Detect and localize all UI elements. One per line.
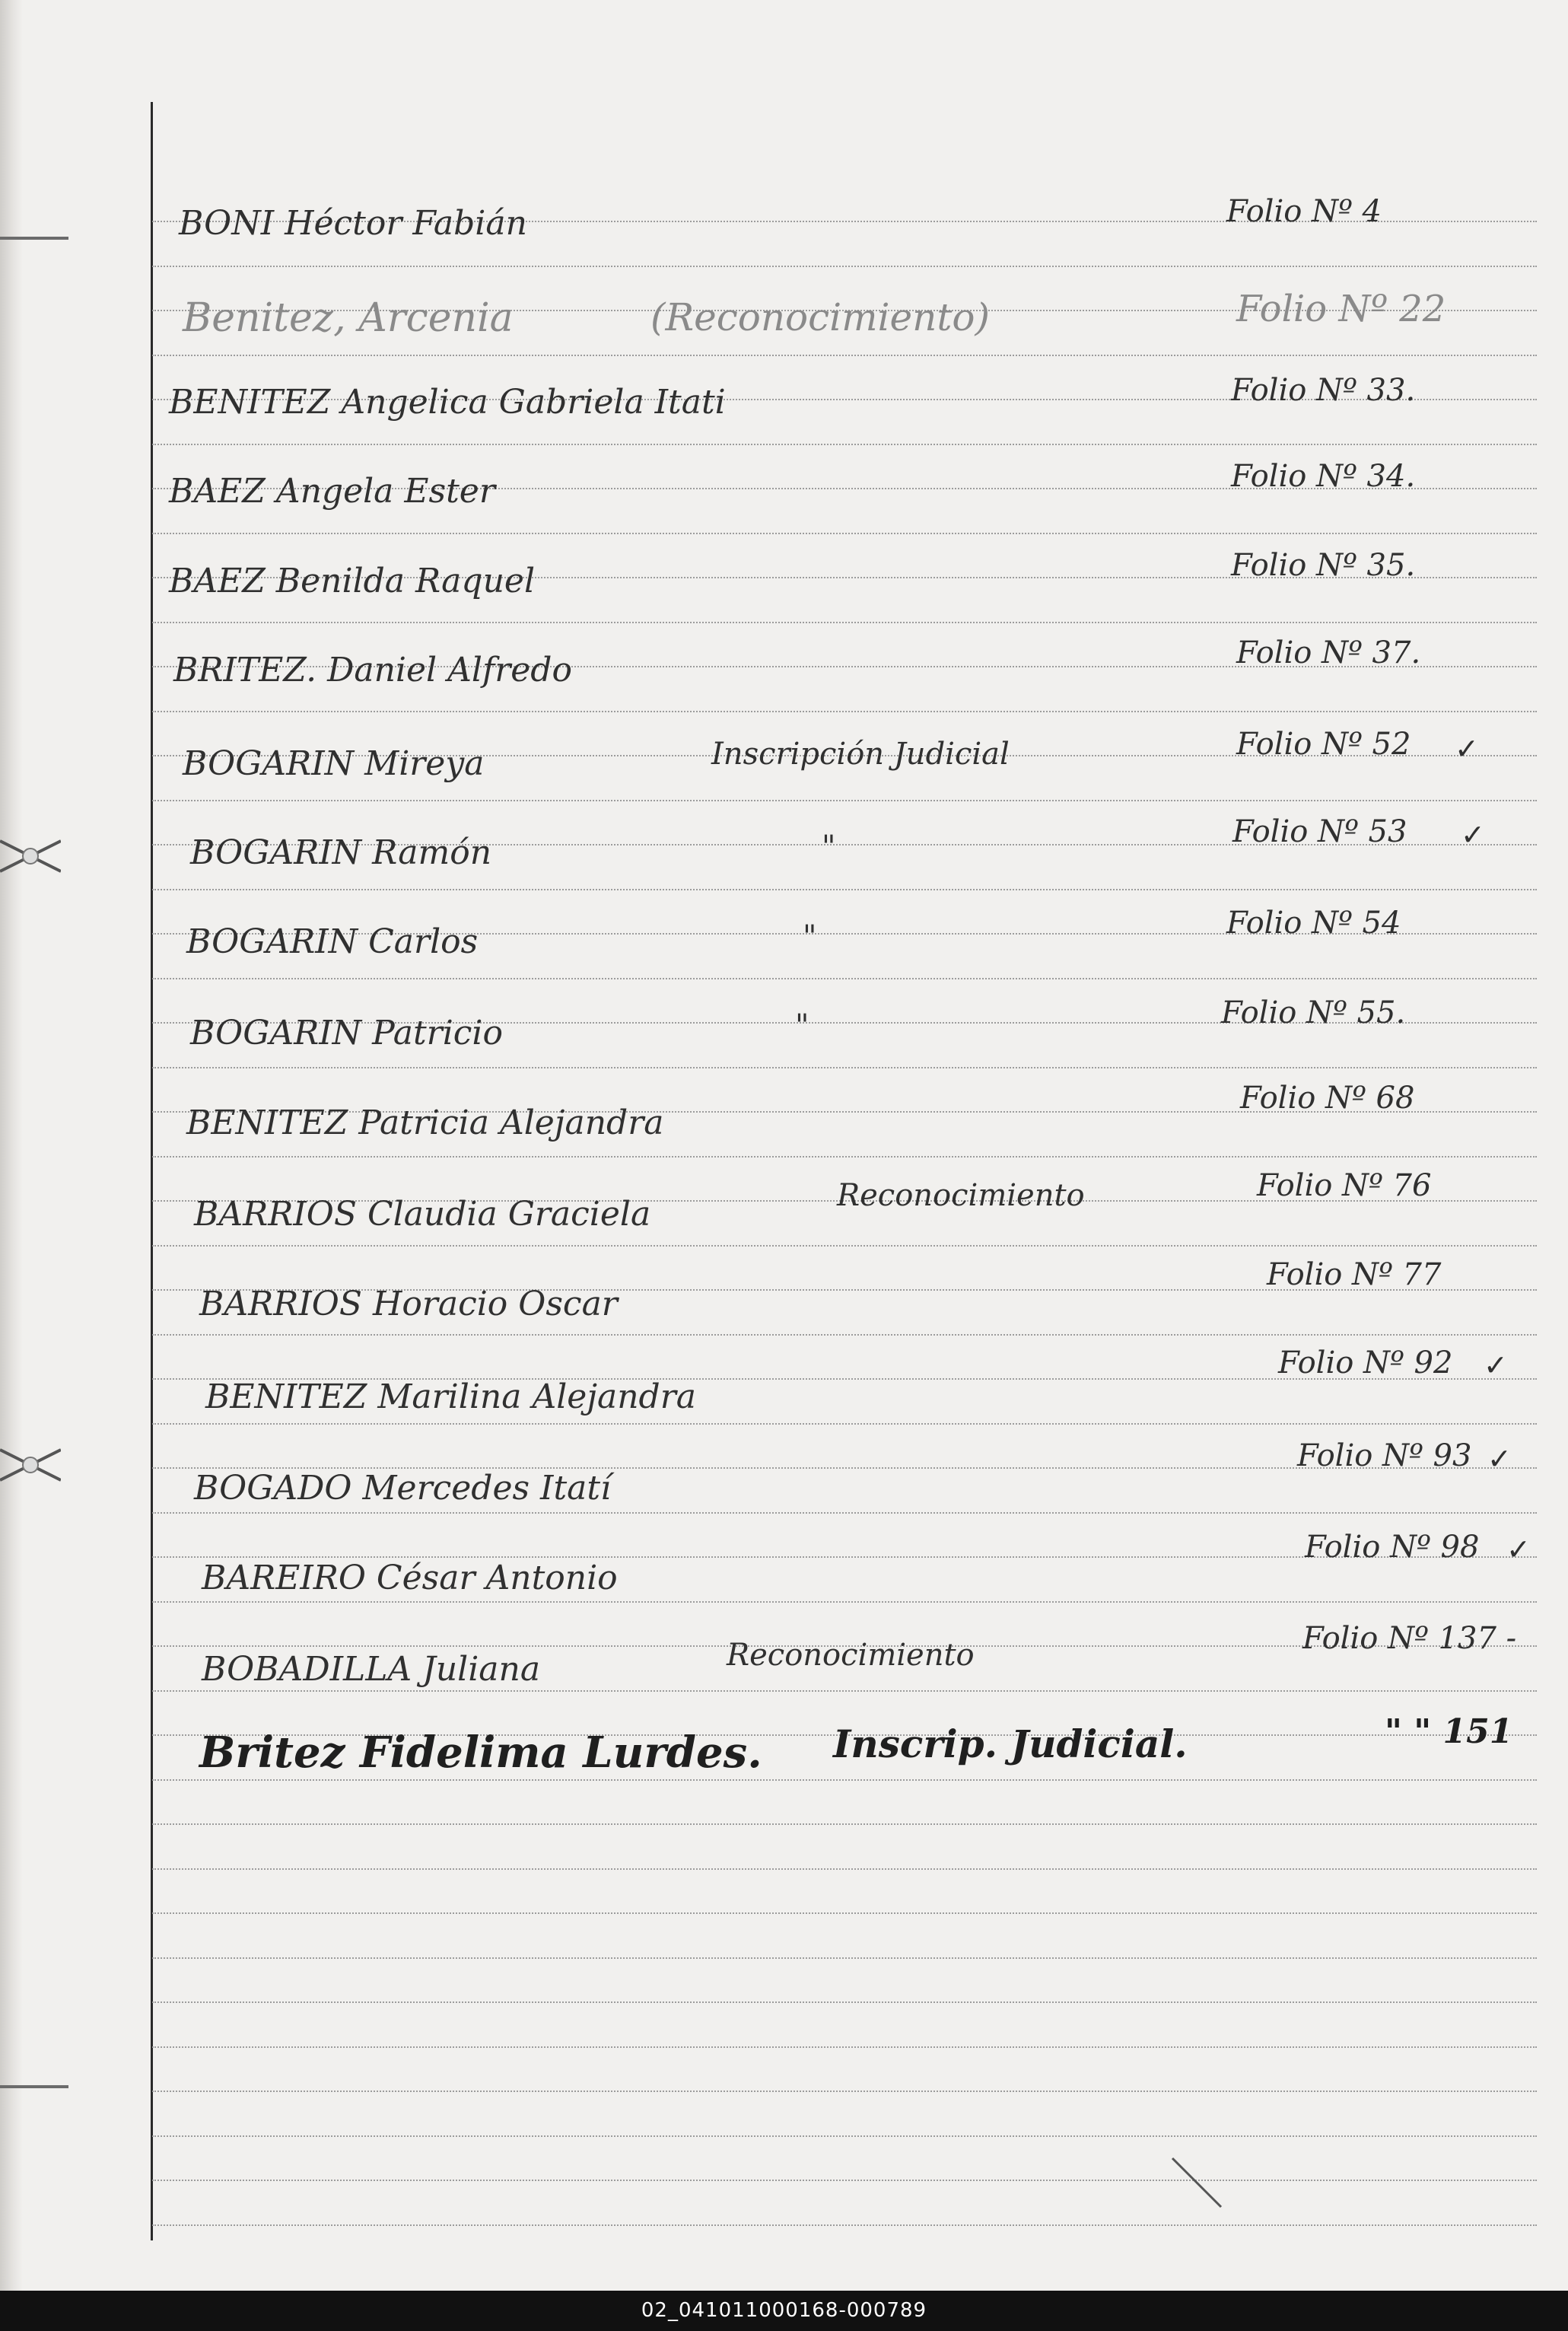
entry-note: " (822, 830, 836, 865)
ruled-line (152, 889, 1537, 890)
ruled-line (152, 1823, 1537, 1825)
entry-folio: Folio Nº 98 (1305, 1530, 1480, 1565)
entry-name: BAEZ Angela Ester (169, 472, 495, 511)
entry-folio: " " 151 (1385, 1712, 1513, 1751)
entry-folio: Folio Nº 35. (1231, 548, 1416, 583)
ruled-line (152, 533, 1537, 534)
entry-note: Inscripción Judicial (711, 737, 1010, 772)
ruled-line (152, 978, 1537, 979)
check-mark: ✓ (1461, 818, 1485, 852)
ruled-line (152, 1779, 1537, 1781)
ruled-line (152, 355, 1537, 356)
ruled-line (152, 2091, 1537, 2092)
entry-folio: Folio Nº 4 (1226, 194, 1382, 229)
ruled-line (152, 1512, 1537, 1514)
entry-name: BOGARIN Patricio (190, 1014, 503, 1052)
ruled-line (152, 266, 1537, 267)
binding-stitch (0, 826, 61, 887)
binding-stitch (0, 237, 68, 240)
ruled-line (152, 1156, 1537, 1158)
ruled-line (152, 2135, 1537, 2137)
entry-name: BENITEZ Angelica Gabriela Itati (169, 383, 726, 422)
ruled-line (152, 1690, 1537, 1692)
entry-note: " (803, 919, 817, 954)
entry-name: BAEZ Benilda Raquel (169, 562, 536, 600)
entry-folio: Folio Nº 52 (1236, 727, 1411, 762)
entry-folio: Folio Nº 54 (1226, 906, 1401, 941)
binding-stitch (0, 2085, 68, 2088)
entry-name: BENITEZ Patricia Alejandra (186, 1103, 664, 1142)
entry-note: Reconocimiento (837, 1178, 1085, 1213)
check-mark: ✓ (1484, 1349, 1508, 1382)
ruled-line (152, 800, 1537, 801)
entry-folio: Folio Nº 77 (1267, 1257, 1442, 1292)
ruled-line (152, 1067, 1537, 1068)
entry-folio: Folio Nº 137 - (1302, 1621, 1517, 1656)
ruled-line (152, 1423, 1537, 1425)
entry-folio: Folio Nº 76 (1257, 1168, 1432, 1203)
ruled-line (152, 1334, 1537, 1336)
footer-caption: 02_041011000168-000789 (0, 2291, 1568, 2331)
entry-name: BRITEZ. Daniel Alfredo (173, 651, 572, 689)
entry-folio: Folio Nº 93 (1297, 1438, 1472, 1473)
entry-folio: Folio Nº 53 (1232, 814, 1407, 849)
ruled-line (152, 711, 1537, 712)
entry-note: " (795, 1008, 809, 1043)
entry-name: BAREIRO César Antonio (202, 1559, 618, 1597)
ruled-line (152, 1601, 1537, 1603)
entry-folio: Folio Nº 55. (1221, 995, 1406, 1030)
entry-name: BENITEZ Marilina Alejandra (205, 1377, 696, 1416)
entry-folio: Folio Nº 34. (1231, 459, 1416, 494)
ruled-line (152, 2224, 1537, 2226)
entry-name: Benitez, Arcenia (183, 295, 514, 341)
ruled-line (152, 622, 1537, 623)
entry-name: BARRIOS Claudia Graciela (194, 1195, 651, 1234)
entry-note: Inscrip. Judicial. (833, 1721, 1188, 1766)
entry-folio: Folio Nº 37. (1236, 635, 1421, 670)
ruled-line (152, 444, 1537, 445)
ruled-line (152, 2180, 1537, 2181)
entry-folio: Folio Nº 68 (1240, 1081, 1415, 1116)
ruled-line (152, 1957, 1537, 1959)
binding-spine (0, 0, 23, 2291)
check-mark: ✓ (1455, 732, 1479, 766)
ruled-line (152, 1868, 1537, 1870)
check-mark: ✓ (1506, 1533, 1531, 1566)
entry-folio: Folio Nº 33. (1231, 373, 1416, 408)
entry-name: BOGARIN Carlos (186, 922, 479, 961)
entry-name: BOGADO Mercedes Itatí (194, 1469, 612, 1508)
entry-name: BOGARIN Mireya (183, 744, 485, 783)
entry-note: Reconocimiento (727, 1638, 975, 1673)
entry-note: (Reconocimiento) (650, 295, 991, 339)
entry-name: BOBADILLA Juliana (202, 1650, 541, 1689)
check-mark: ✓ (1487, 1442, 1512, 1476)
entry-name: BOGARIN Ramón (190, 833, 492, 872)
entry-name: Britez Fidelima Lurdes. (199, 1728, 762, 1778)
pen-stroke-mark (1168, 2154, 1229, 2215)
entry-name: BONI Héctor Fabián (179, 204, 527, 243)
binding-stitch (0, 1435, 61, 1495)
ruled-line (152, 1912, 1537, 1914)
entry-folio: Folio Nº 22 (1236, 288, 1446, 330)
ruled-line (152, 2046, 1537, 2048)
entry-folio: Folio Nº 92 (1278, 1345, 1453, 1380)
entry-name: BARRIOS Horacio Oscar (199, 1285, 618, 1323)
ruled-line (152, 1245, 1537, 1247)
margin-rule (151, 102, 153, 2240)
ruled-line (152, 2001, 1537, 2003)
